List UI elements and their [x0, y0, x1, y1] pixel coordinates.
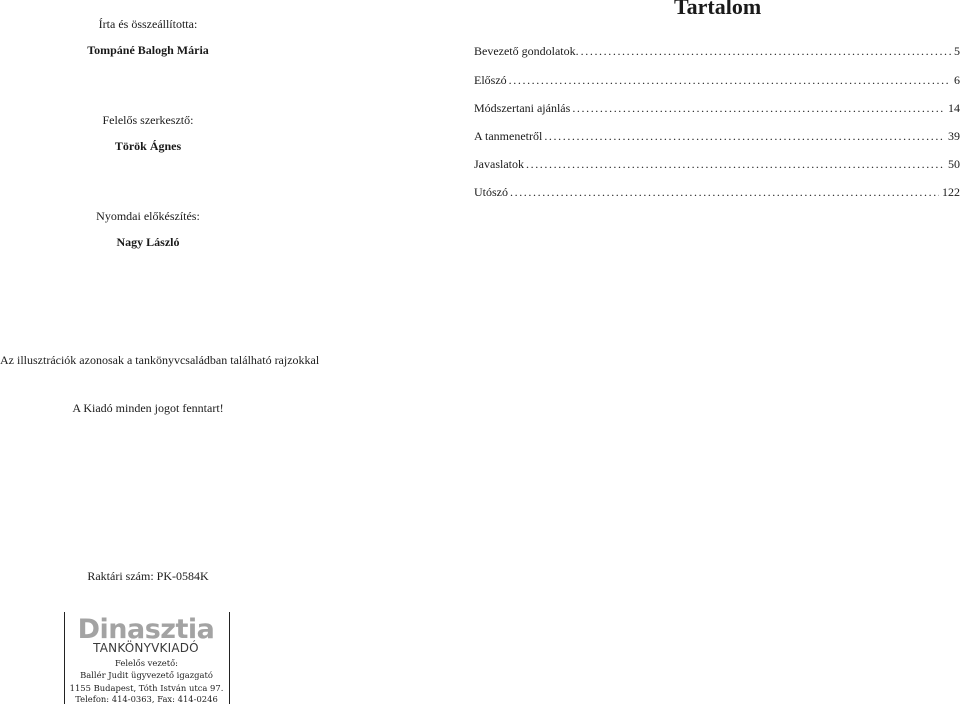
logo-word: Dinasztia	[77, 614, 215, 645]
toc-entry	[474, 44, 960, 60]
editor-label: Felelős szerkesztő:	[102, 113, 194, 127]
publisher-address: 1155 Budapest, Tóth István utca 97.	[69, 683, 224, 693]
toc-entry	[474, 157, 960, 173]
toc-leader-dots	[544, 129, 945, 144]
toc-entry-label: Előszó	[474, 73, 507, 87]
toc-leader-dots	[526, 157, 945, 172]
toc-entry-page: 122	[942, 185, 960, 199]
publisher-phone: Telefon: 414-0363, Fax: 414-0246	[75, 694, 218, 704]
manager-name: Ballér Judit ügyvezető igazgató	[80, 670, 213, 680]
toc-entry	[474, 73, 960, 89]
logo-subword: TANKÖNYVKIADÓ	[93, 641, 199, 655]
author-label: Írta és összeállította:	[98, 17, 198, 31]
toc-leader-dots	[509, 73, 951, 88]
typesetting-label: Nyomdai előkészítés:	[96, 209, 200, 223]
publisher-block	[64, 612, 230, 704]
toc-leader-dots	[581, 44, 951, 59]
toc-entry-label: Utószó	[474, 185, 508, 199]
toc-entry-page: 39	[948, 129, 960, 143]
editor-name: Török Ágnes	[114, 139, 182, 153]
toc-column	[474, 0, 960, 704]
author-name: Tompáné Balogh Mária	[87, 43, 209, 57]
publisher-logo	[65, 612, 228, 656]
toc-title: Tartalom	[674, 0, 762, 19]
rights-note: A Kiadó minden jogot fenntart!	[72, 401, 224, 415]
typesetting-name: Nagy László	[116, 235, 180, 249]
toc-entry	[474, 101, 960, 117]
toc-leader-dots	[510, 185, 939, 200]
credits-column	[0, 0, 320, 704]
toc-entry	[474, 185, 960, 201]
toc-entry-label: A tanmenetről	[474, 129, 543, 143]
toc-entry	[474, 129, 960, 145]
toc-entry-page: 5	[954, 44, 960, 58]
toc-entry-page: 6	[954, 73, 960, 87]
stock-number: Raktári szám: PK-0584K	[87, 569, 209, 583]
manager-label: Felelős vezető:	[115, 658, 178, 668]
toc-leader-dots	[572, 101, 945, 116]
toc-entry-page: 14	[948, 101, 960, 115]
toc-entry-label: Bevezető gondolatok.	[474, 44, 579, 58]
toc-entry-label: Javaslatok	[474, 157, 524, 171]
toc-entry-page: 50	[948, 157, 960, 171]
illustrations-note: Az illusztrációk azonosak a tankönyvcsaládban található rajzokkal	[0, 353, 320, 367]
toc-entry-label: Módszertani ajánlás	[474, 101, 571, 115]
